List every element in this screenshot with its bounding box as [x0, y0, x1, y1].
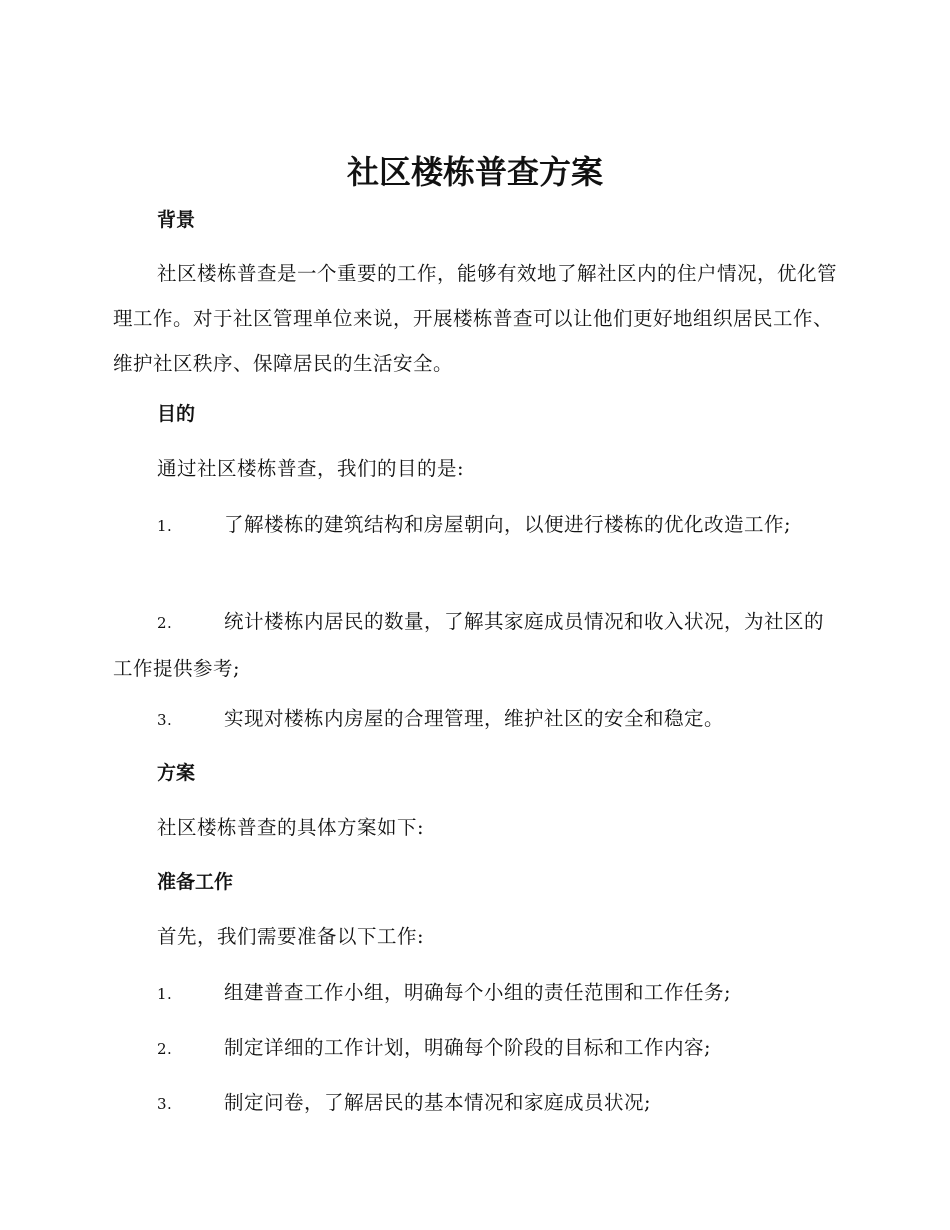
list-item: [113, 1025, 838, 1072]
section-heading-plan: 方案: [157, 762, 196, 784]
list-number: 3.: [157, 1095, 173, 1113]
list-item: [113, 970, 838, 1017]
list-text: 制定详细的工作计划，明确每个阶段的目标和工作内容;: [224, 1036, 712, 1059]
page-title: 社区楼栋普查方案: [346, 153, 603, 191]
list-item: [113, 599, 838, 691]
list-item: [113, 502, 838, 549]
section-heading-background: 背景: [157, 209, 196, 231]
list-number: 3.: [157, 711, 173, 729]
list-number: 2.: [157, 614, 173, 632]
list-text: 统计楼栋内居民的数量，了解其家庭成员情况和收入状况，为社区的工作提供参考;: [113, 610, 825, 680]
plan-intro: 社区楼栋普查的具体方案如下:: [157, 816, 425, 839]
list-text: 制定问卷，了解居民的基本情况和家庭成员状况;: [224, 1091, 652, 1114]
list-item: [113, 696, 838, 743]
list-number: 1.: [157, 517, 173, 535]
list-item: [113, 1080, 838, 1127]
purpose-intro: 通过社区楼栋普查，我们的目的是:: [157, 457, 465, 480]
list-text: 组建普查工作小组，明确每个小组的责任范围和工作任务;: [224, 981, 732, 1004]
section-heading-preparation: 准备工作: [157, 871, 234, 893]
list-number: 1.: [157, 985, 173, 1003]
preparation-intro: 首先，我们需要准备以下工作:: [157, 925, 425, 948]
list-text: 实现对楼栋内房屋的合理管理，维护社区的安全和稳定。: [224, 707, 725, 730]
background-paragraph: 社区楼栋普查是一个重要的工作，能够有效地了解社区内的住户情况，优化管理工作。对于社区管理单位来说，开展楼栋普查可以让他们更好地组织居民工作、维护社区秩序、保障居民的生活安全。: [113, 262, 838, 375]
section-heading-purpose: 目的: [157, 403, 196, 425]
list-number: 2.: [157, 1040, 173, 1058]
list-text: 了解楼栋的建筑结构和房屋朝向，以便进行楼栋的优化改造工作;: [224, 513, 792, 536]
